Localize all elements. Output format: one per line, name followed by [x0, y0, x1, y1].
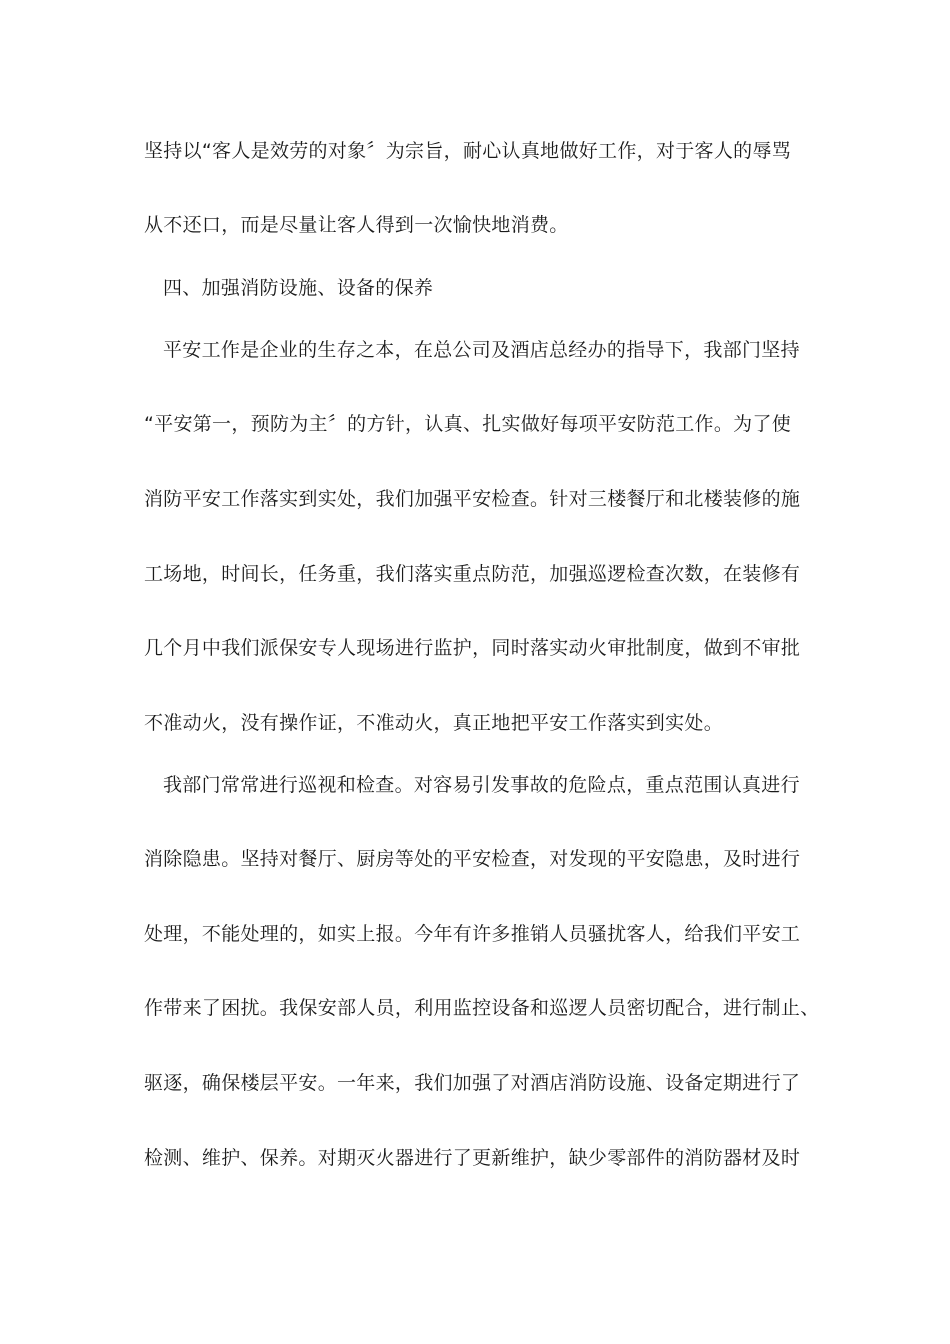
text-line-4: 平安工作是企业的生存之本，在总公司及酒店总经办的指导下，我部门坚持	[163, 339, 800, 361]
text-line-14: 驱逐，确保楼层平安。一年来，我们加强了对酒店消防设施、设备定期进行了	[144, 1072, 801, 1094]
text-line-9: 不准动火，没有操作证，不准动火，真正地把平安工作落实到实处。	[144, 712, 724, 734]
text-line-8: 几个月中我们派保安专人现场进行监护，同时落实动火审批制度，做到不审批	[144, 637, 801, 659]
text-line-12: 处理，不能处理的，如实上报。今年有许多推销人员骚扰客人，给我们平安工	[144, 923, 801, 945]
text-line-15: 检测、维护、保养。对期灭火器进行了更新维护，缺少零部件的消防器材及时	[144, 1147, 801, 1169]
text-line-1: 坚持以“客人是效劳的对象〞为宗旨，耐心认真地做好工作，对于客人的辱骂	[144, 140, 792, 162]
text-line-11: 消除隐患。坚持对餐厅、厨房等处的平安检查，对发现的平安隐患，及时进行	[144, 848, 801, 870]
text-line-13: 作带来了困扰。我保安部人员，利用监控设备和巡逻人员密切配合，进行制止、	[144, 997, 820, 1019]
text-line-7: 工场地，时间长，任务重，我们落实重点防范，加强巡逻检查次数，在装修有	[144, 563, 801, 585]
text-line-6: 消防平安工作落实到实处，我们加强平安检查。针对三楼餐厅和北楼装修的施	[144, 488, 801, 510]
text-line-10: 我部门常常进行巡视和检查。对容易引发事故的危险点，重点范围认真进行	[163, 774, 800, 796]
text-line-5: “平安第一，预防为主〞的方针，认真、扎实做好每项平安防范工作。为了使	[144, 413, 792, 435]
section-heading: 四、加强消防设施、设备的保养	[163, 277, 434, 299]
text-line-2: 从不还口，而是尽量让客人得到一次愉快地消费。	[144, 214, 569, 236]
